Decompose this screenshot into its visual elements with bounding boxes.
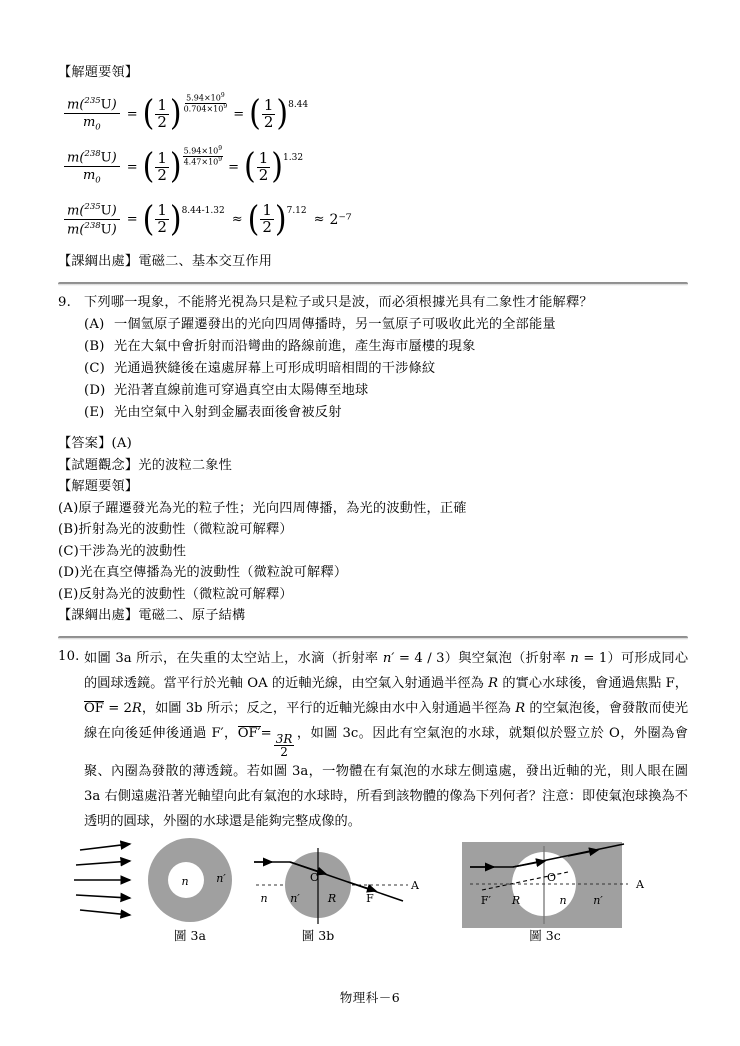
option-label: (E) — [84, 405, 105, 420]
figure-3a-caption: 圖 3a — [174, 928, 206, 943]
equation-3-approx: 7.12 — [286, 205, 307, 216]
q10-text-8: ，如圖 3c。因此有空氣泡的水球，就類似於豎立於 O，外圈為會聚、內圈為發散的薄透鏡。若如圖 3a，一物體在有氣泡的水球左側遠處，發出近軸的光，則人眼在圖 3a 右側遠處沿著光軸望向此有氣泡的水球時，所看到該物體的像為下列何者？注意：即使氣泡球換為不透明的圓球，外圈的水球還是能夠完整成像的。 — [84, 725, 688, 829]
fig3c-label-R: R — [511, 894, 521, 907]
equation-1-lhs: $\frac{m(^{235}U)}{m_0}$ — [64, 96, 120, 133]
equation-3-lhs: $\frac{m(^{235}U)}{m(^{238}U)}$ — [64, 202, 120, 238]
option-label: (B) — [84, 339, 105, 354]
question-9-solution-heading: 【解題要領】 — [58, 479, 139, 494]
fig3b-label-A: A — [411, 879, 419, 892]
q10-symbol-R-1: R — [488, 675, 499, 691]
fraction-denominator: 2 — [280, 745, 288, 760]
question-9-source: 【課綱出處】電磁二、原子結構 — [58, 608, 246, 623]
q10-equals: = — [260, 725, 272, 741]
equation-3: $\frac{m(^{235}U)}{m(^{238}U)}$ = ( 1 2 ) 8.44-1.32 ≈ ( 1 2 ) 7.12 ≈ 2⁻⁷ — [62, 199, 688, 243]
equation-1-exponent: $\frac{5.94\times 10^9}{0.704\times 10^9}$ — [183, 91, 228, 114]
figure-3b — [254, 848, 420, 924]
section-divider-1 — [58, 282, 688, 286]
q10-text-7: 的空氣泡後，會發散而使光線在向後延伸後通過 F′， — [84, 700, 689, 741]
option-label: (C) — [84, 361, 105, 376]
fig3c-label-n: n — [559, 894, 567, 907]
solution-heading-q8: 【解題要領】 — [58, 65, 139, 80]
page-content — [58, 62, 688, 834]
question-9-option-b[interactable] — [84, 336, 688, 358]
q10-symbol-n: n — [570, 650, 579, 666]
fig3b-label-F: F — [366, 892, 374, 905]
question-10-number: 10. — [58, 648, 80, 664]
fig3c-label-A: A — [636, 878, 644, 891]
option-text: 一個氫原子躍遷發出的光向四周傳播時，另一氫原子可吸收此光的全部能量 — [114, 317, 556, 332]
figure-3a — [74, 838, 232, 922]
equation-3-final: 2⁻⁷ — [329, 211, 352, 228]
figure-3b-caption: 圖 3b — [301, 928, 335, 943]
figure-3c-caption: 圖 3c — [529, 928, 561, 943]
equation-2: $\frac{m(^{238}U)}{m_0}$ = ( 1 2 ) $\frac{5.94\times 10^9}{4.47\times 10^9}$ = ( 1 2 ) 1.32 — [62, 146, 688, 190]
option-label: (A) — [84, 317, 105, 332]
question-9-answer: 【答案】(A) — [58, 436, 132, 451]
q10-segment-OF-prime: OF′ — [237, 725, 261, 741]
fig3a-incoming-rays — [74, 844, 130, 915]
page-footer: 物理科－6 — [339, 990, 401, 1005]
equation-1-result: 8.44 — [288, 100, 309, 111]
equation-2-result: 1.32 — [283, 153, 304, 164]
q10-text-5: = 2 — [103, 700, 132, 716]
question-9-concept: 【試題觀念】光的波粒二象性 — [58, 457, 233, 473]
question-9-option-d[interactable] — [84, 380, 688, 402]
fig3a-label-n-prime: n′ — [216, 872, 226, 885]
question-9-option-c[interactable] — [84, 358, 688, 380]
q10-symbol-n-prime: n′ — [382, 650, 395, 666]
source-line-q8: 【課綱出處】電磁二、基本交互作用 — [58, 254, 273, 269]
question-10-row — [58, 646, 688, 834]
fig3c-label-F-prime: F′ — [480, 894, 492, 907]
option-text: 光由空氣中入射到金屬表面後會被反射 — [114, 405, 342, 420]
option-text: 光在大氣中會折射而沿彎曲的路線前進，產生海市蜃樓的現象 — [114, 339, 476, 354]
q10-fraction-3R-over-2 — [274, 733, 295, 759]
fig3b-label-O: O — [309, 871, 319, 884]
equation-1: $\frac{m(^{235}U)}{m_0}$ = ( 1 2 ) $\frac{5.94\times 10^9}{0.704\times 10^9}$ = ( 1 2 ) 8.44 — [62, 93, 688, 137]
figure-3c — [462, 842, 645, 928]
question-9-stem: 下列哪一現象，不能將光視為只是粒子或只是波，而必須根據光具有二象性才能解釋？ — [84, 295, 593, 310]
fig3c-label-n-prime: n′ — [593, 894, 603, 907]
fig3b-label-n: n — [260, 892, 268, 905]
fig3b-label-n-prime: n′ — [290, 892, 300, 905]
equation-2-lhs: $\frac{m(^{238}U)}{m_0}$ — [64, 149, 120, 186]
option-label: (D) — [84, 383, 106, 398]
figure-captions — [58, 926, 688, 950]
q10-text-2: = 4 / 3）與空氣泡（折射率 — [394, 650, 571, 666]
equation-3-exponent: 8.44-1.32 — [181, 205, 225, 216]
q10-symbol-R-3: R — [515, 700, 526, 716]
equation-2-exponent: $\frac{5.94\times 10^9}{4.47\times 10^9}$ — [183, 144, 223, 167]
option-text: 光沿著直線前進可穿過真空由太陽傳至地球 — [114, 383, 369, 398]
option-text: 光通過狹縫後在遠處屏幕上可形成明暗相間的干涉條紋 — [114, 361, 436, 376]
question-9-solution-e: (E)反射為光的波動性（微粒說可解釋） — [58, 586, 293, 602]
q10-segment-OF: OF — [84, 700, 104, 716]
section-divider-2 — [58, 636, 688, 640]
question-9-option-a[interactable] — [84, 314, 688, 336]
fig3c-label-O: O — [547, 871, 557, 884]
question-9-solution-c: (C)干涉為光的波動性 — [58, 543, 187, 559]
question-10-body — [84, 646, 688, 834]
fraction-numerator: 3R — [275, 731, 293, 746]
question-9-number: 9. — [58, 295, 71, 310]
q10-symbol-R-2: R — [131, 700, 142, 716]
question-9-solution-d: (D)光在真空傳播為光的波動性（微粒說可解釋） — [58, 565, 348, 580]
equals-sign: = — [126, 106, 138, 122]
fig3b-label-R: R — [327, 892, 337, 905]
question-9-option-e[interactable] — [84, 402, 688, 424]
q10-text-3: = 1）可形成同心的圓球透鏡。當平行於光軸 OA 的近軸光線，由空氣入射通過半徑為 — [84, 650, 689, 691]
q10-text-1: 如圖 3a 所示，在失重的太空站上，水滴（折射率 — [84, 650, 383, 666]
question-9-stem-row — [58, 292, 688, 314]
question-9-solution-a: (A)原子躍遷發光為光的粒子性；光向四周傳播，為光的波動性，正確 — [58, 500, 467, 516]
q10-text-6: ，如圖 3b 所示；反之，平行的近軸光線由水中入射通過半徑為 — [141, 700, 516, 716]
fig3a-label-n: n — [181, 875, 189, 888]
q10-text-4: 的實心水球後，會通過焦點 F， — [498, 675, 688, 691]
equation-1-base: ( 1 2 ) — [142, 93, 182, 134]
question-9-solution-b: (B)折射為光的波動性（微粒說可解釋） — [58, 522, 293, 537]
